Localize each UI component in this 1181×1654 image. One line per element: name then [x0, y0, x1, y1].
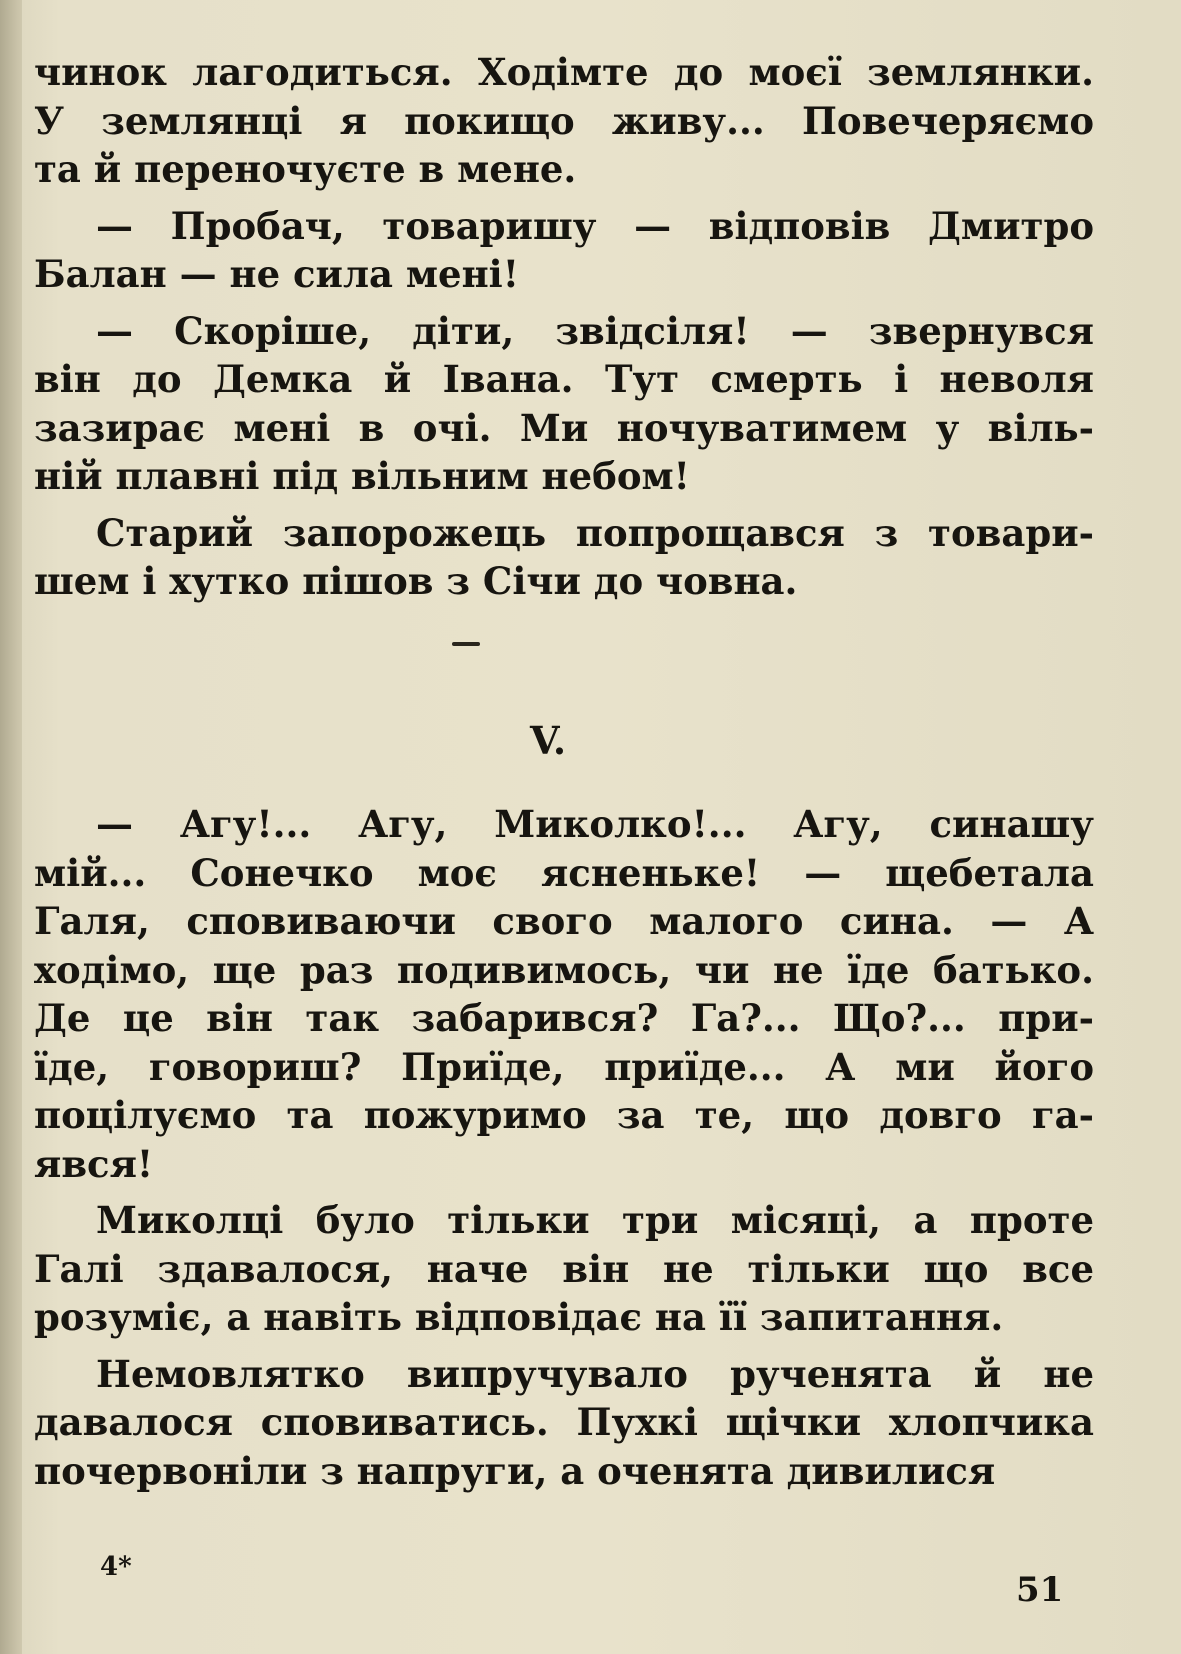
text-block-top	[34, 48, 1094, 614]
text-line: ходімо, ще раз подивимось, чи не їде батько.	[34, 947, 1094, 992]
page-number: 51	[1016, 1570, 1064, 1610]
text-line: ній плавні під вільним небом!	[34, 454, 690, 498]
text-line: — Скоріше, діти, звідсіля! — звернувся	[96, 308, 1094, 353]
text-line: явся!	[34, 1141, 154, 1186]
text-line: Балан — не сила мені!	[34, 252, 519, 296]
paragraph-p4	[34, 509, 1094, 606]
paragraph-p7	[34, 1350, 1094, 1496]
text-line: Галя, сповиваючи свого малого сина. — А	[34, 899, 1094, 943]
text-line: — Агу!... Агу, Миколко!... Агу, синашу	[96, 802, 1094, 846]
text-line: їде, говориш? Приїде, приїде... А ми його	[34, 1044, 1094, 1089]
paragraph-p5	[34, 800, 1094, 1188]
text-line: та й переночуєте в мене.	[34, 147, 577, 191]
text-line: зазирає мені в очі. Ми ночуватимем у віль-	[34, 405, 1094, 450]
text-line: Галі здавалося, наче він не тільки що все	[34, 1246, 1094, 1291]
text-line: розуміє, а навіть відповідає на її запитання.	[34, 1295, 1004, 1339]
text-line: поцілуємо та пожуримо за те, що довго га-	[34, 1093, 1094, 1137]
text-line: Немовлятко випручувало рученята й не	[96, 1351, 1094, 1396]
chapter-number: V.	[530, 718, 567, 763]
text-line: шем і хутко пішов з Січи до човна.	[34, 559, 798, 603]
spine-shadow	[0, 0, 22, 1654]
text-line: Миколці було тільки три місяці, а проте	[96, 1198, 1094, 1242]
text-line: він до Демка й Івана. Тут смерть і неволя	[34, 357, 1094, 401]
text-line: давалося сповиватись. Пухкі щічки хлопчика	[34, 1400, 1094, 1444]
text-line: чинок лагодиться. Ходімте до моєї землянки.	[34, 50, 1094, 94]
text-line: мій... Сонечко моє ясненьке! — щебетала	[34, 850, 1094, 895]
text-line: — Пробач, товаришу — відповів Дмитро	[96, 203, 1094, 248]
chapter-separator-dash	[452, 642, 480, 646]
text-line: Старий запорожець попрощався з товари-	[96, 510, 1094, 555]
text-block-bottom	[34, 800, 1094, 1503]
printer-signature-mark: 4*	[100, 1552, 132, 1582]
paragraph-p1	[34, 48, 1094, 194]
text-line: У землянці я покищо живу... Повечеряємо	[34, 98, 1094, 143]
paragraph-p3	[34, 307, 1094, 501]
text-line: Де це він так забарився? Га?... Що?... при-	[34, 996, 1094, 1040]
text-line: почервоніли з напруги, а оченята дивилися	[34, 1448, 996, 1493]
paragraph-p2	[34, 202, 1094, 299]
paragraph-p6	[34, 1196, 1094, 1342]
